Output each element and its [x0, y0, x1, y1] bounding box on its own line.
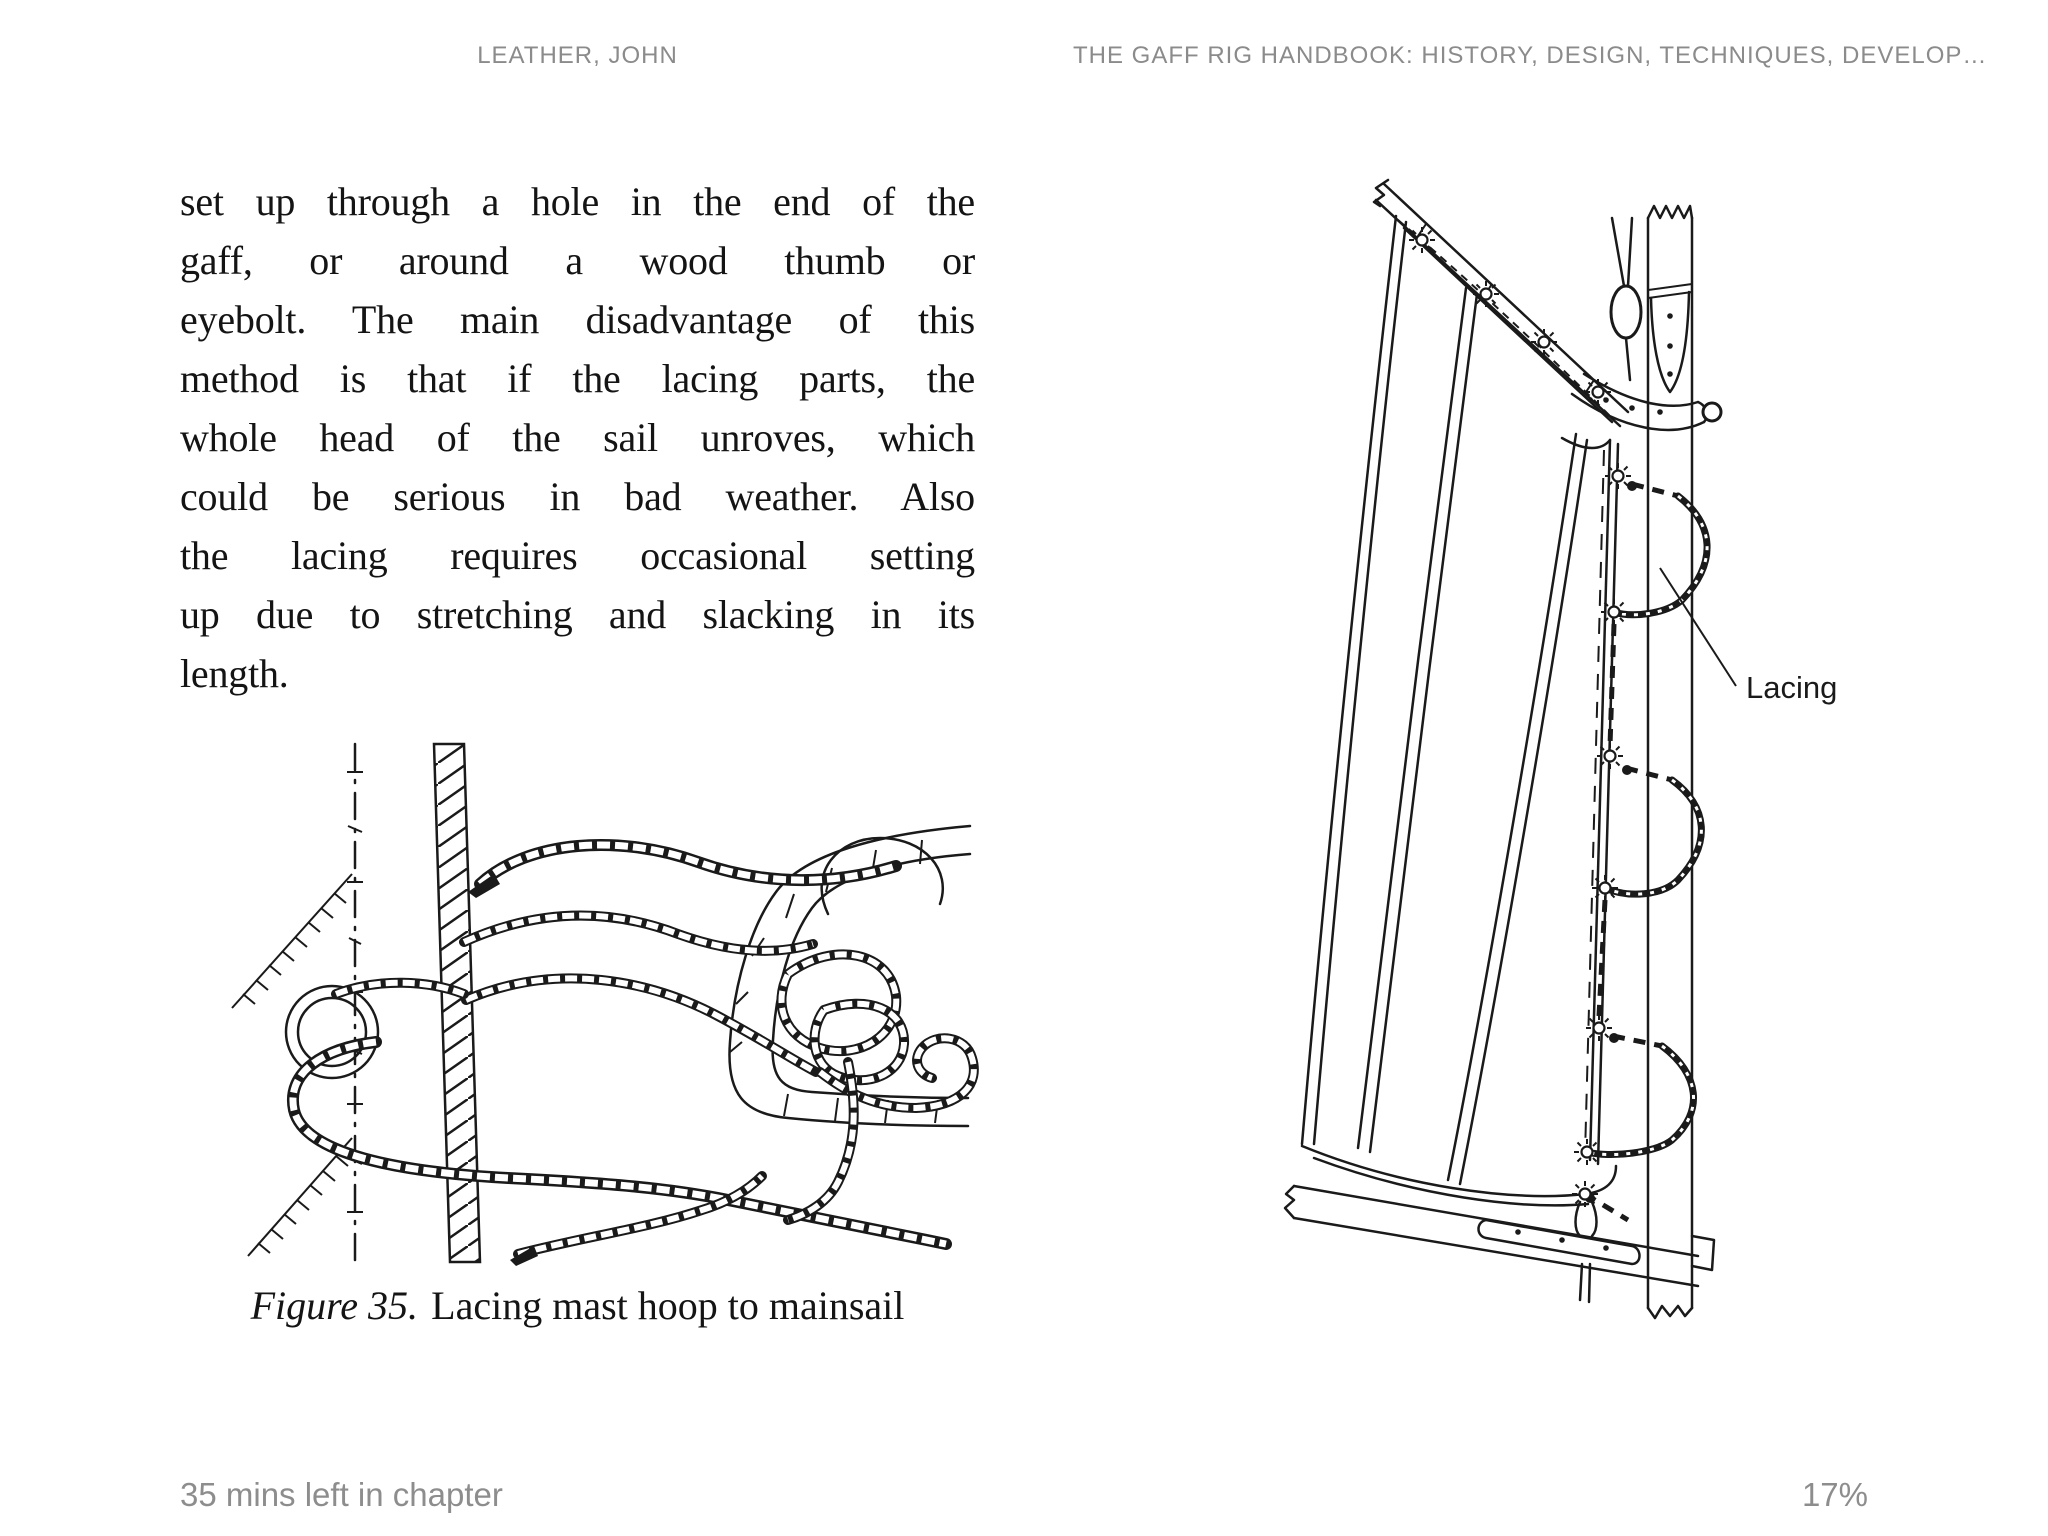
- luff-grommet: [1605, 463, 1631, 489]
- luff-grommet: [1601, 599, 1627, 625]
- lacing-rope-tangle: [293, 845, 974, 1266]
- body-text-line: gaff, or around a wood thumb or: [180, 238, 975, 283]
- figure-caption-text: Lacing mast hoop to mainsail: [431, 1283, 905, 1328]
- body-text-line: the lacing requires occasional setting: [180, 533, 975, 578]
- gaff-grommet: [1531, 329, 1557, 355]
- luff-grommet: [1592, 875, 1618, 901]
- body-text-line: up due to stretching and slacking in its: [180, 592, 975, 637]
- stitched-seam-upper: [232, 874, 352, 1008]
- outhaul-fitting: [1576, 1202, 1597, 1302]
- figure-caption-label: Figure 35.: [250, 1283, 418, 1328]
- body-text-line: whole head of the sail unroves, which: [180, 415, 975, 460]
- gaff-grommet: [1473, 281, 1499, 307]
- lacing-leader-line: [1660, 568, 1736, 686]
- stitched-seam-lower: [248, 1138, 352, 1256]
- figure-35-illustration: [228, 742, 968, 1264]
- sail-lacing-illustration: [1280, 140, 1860, 1380]
- footer-time-remaining: 35 mins left in chapter: [180, 1476, 503, 1513]
- sail-head-line: [1404, 228, 1612, 422]
- luff-grommet: [1574, 1139, 1600, 1165]
- body-text-line: method is that if the lacing parts, the: [180, 356, 975, 401]
- boom-jaw: [1692, 1236, 1714, 1270]
- body-text-line: set up through a hole in the end of the: [180, 179, 975, 224]
- halyard-and-bead: [1611, 218, 1641, 380]
- gaff-grommet: [1409, 227, 1435, 253]
- mast-tongue-fitting: [1651, 292, 1689, 392]
- header-book-title: THE GAFF RIG HANDBOOK: HISTORY, DESIGN, TECHNIQUES, DEVELOP…: [1073, 42, 1988, 69]
- figure-caption: [180, 1282, 975, 1329]
- sail-leech-and-seams: [1302, 216, 1587, 1184]
- body-text-line: length.: [180, 651, 289, 696]
- lacing-label: Lacing: [1746, 670, 1838, 705]
- paragraph: [180, 172, 975, 703]
- gaff-spar: [1374, 180, 1628, 426]
- lacing-rope: [1585, 481, 1707, 1220]
- body-text-line: eyebolt. The main disadvantage of this: [180, 297, 975, 342]
- footer-progress-percent: 17%: [1801, 1476, 1868, 1513]
- luff-grommet: [1586, 1015, 1612, 1041]
- luff-grommet: [1597, 743, 1623, 769]
- lacing-ring: [286, 986, 378, 1078]
- header-author: LEATHER, JOHN: [477, 42, 678, 69]
- boom-strap-fitting: [1479, 1220, 1640, 1264]
- mast-hoop-rope: [434, 744, 480, 1262]
- luff-grommet: [1572, 1181, 1598, 1207]
- body-text-line: could be serious in bad weather. Also: [180, 474, 975, 519]
